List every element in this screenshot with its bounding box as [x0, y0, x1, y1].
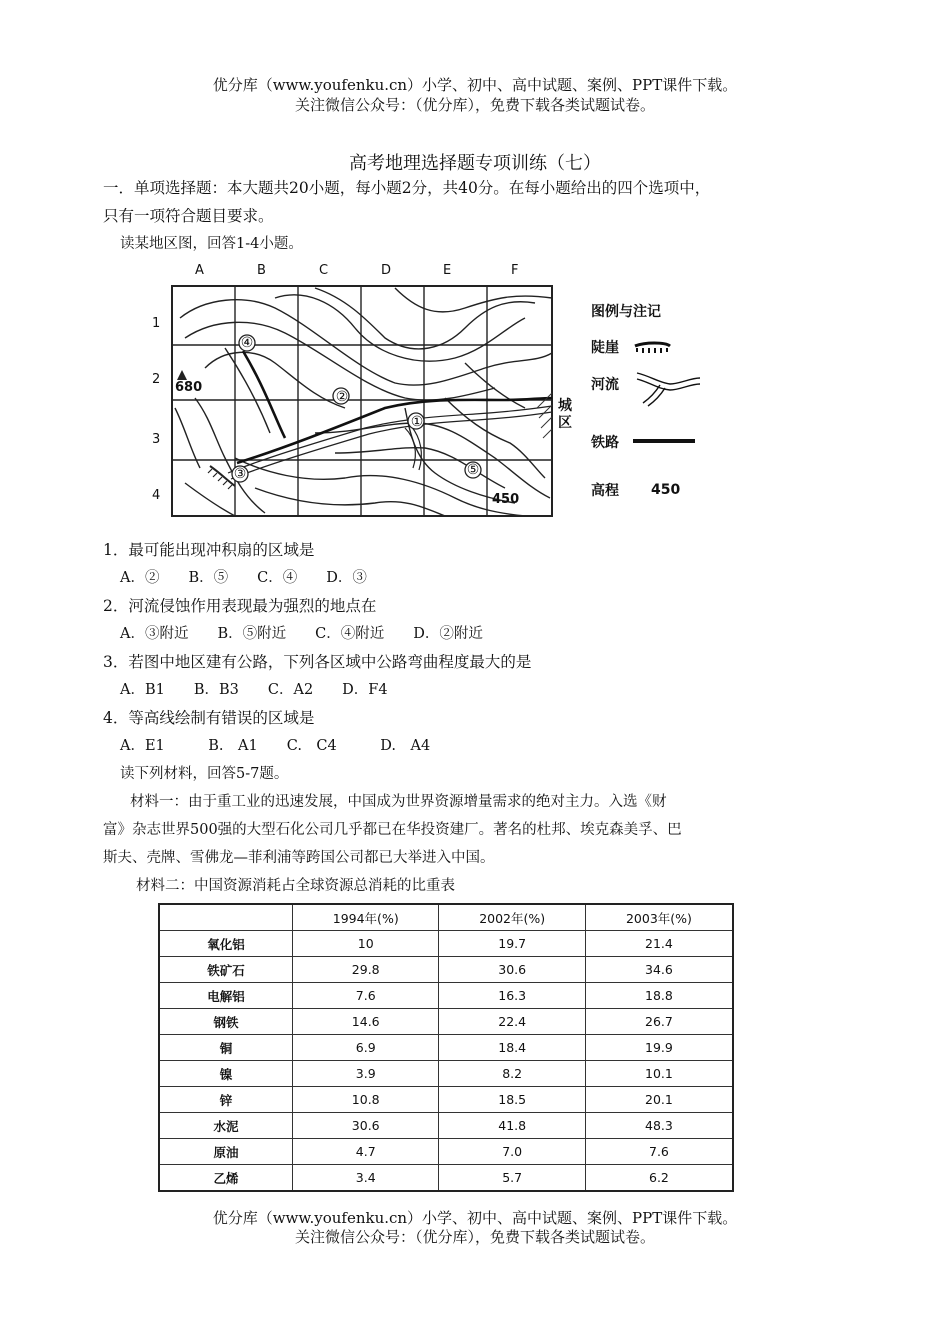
map-col-label: A — [195, 263, 204, 278]
table-row — [159, 983, 733, 1009]
legend-river-label: 河流 — [591, 377, 619, 393]
map-col-label: D — [381, 263, 392, 278]
table-cell: 铜 — [159, 1035, 293, 1061]
legend-railway-label: 铁路 — [591, 435, 619, 451]
table-cell: 锌 — [159, 1087, 293, 1113]
table-cell: 19.7 — [439, 931, 585, 957]
material-1-line-2: 富》杂志世界500强的大型石化公司几乎都已在华投资建厂。著名的杜邦、埃克森美孚、巴 — [103, 822, 682, 838]
header-line-1: 优分库（www.youfenku.cn）小学、初中、高中试题、案例、PPT课件下载。 — [212, 76, 738, 94]
table-cell: 10.1 — [585, 1061, 733, 1087]
table-cell: 3.9 — [293, 1061, 439, 1087]
read-material-instruction: 读下列材料，回答5-7题。 — [120, 766, 289, 782]
legend-cliff-label: 陡崖 — [591, 340, 619, 356]
table-cell: 30.6 — [293, 1113, 439, 1139]
table-cell: 6.9 — [293, 1035, 439, 1061]
material-2-caption: 材料二：中国资源消耗占全球资源总消耗的比重表 — [136, 878, 455, 894]
table-row — [159, 1009, 733, 1035]
elevation-label-680: 680 — [175, 380, 203, 395]
table-cell: 30.6 — [439, 957, 585, 983]
question-3-stem: 3．若图中地区建有公路，下列各区域中公路弯曲程度最大的是 — [103, 653, 532, 671]
elevation-peak-icon — [177, 370, 187, 380]
table-cell: 水泥 — [159, 1113, 293, 1139]
table-cell: 20.1 — [585, 1087, 733, 1113]
table-cell: 41.8 — [439, 1113, 585, 1139]
elevation-label-450: 450 — [492, 492, 520, 507]
legend-cliff-symbol — [635, 343, 670, 353]
map-col-label: B — [257, 263, 266, 278]
table-header-cell — [159, 904, 293, 931]
table-cell: 10 — [293, 931, 439, 957]
table-cell: 10.8 — [293, 1087, 439, 1113]
table-row — [159, 1061, 733, 1087]
question-4-stem: 4．等高线绘制有错误的区域是 — [103, 709, 315, 727]
table-row — [159, 957, 733, 983]
material-1-line-3: 斯夫、壳牌、雪佛龙—菲利浦等跨国公司都已大举进入中国。 — [103, 850, 495, 866]
table-cell: 4.7 — [293, 1139, 439, 1165]
table-row — [159, 1139, 733, 1165]
table-cell: 6.2 — [585, 1165, 733, 1192]
footer-line-2: 关注微信公众号：（优分库），免费下载各类试题试卷。 — [294, 1228, 655, 1246]
question-3-options: A．B1 B．B3 C．A2 D．F4 — [120, 682, 388, 698]
table-cell: 18.8 — [585, 983, 733, 1009]
table-row — [159, 1087, 733, 1113]
table-row — [159, 1165, 733, 1192]
table-header-cell: 2003年(%) — [585, 904, 733, 931]
table-cell: 8.2 — [439, 1061, 585, 1087]
map-row-label: 2 — [152, 372, 161, 387]
question-2-options: A．③附近 B．⑤附近 C．④附近 D．②附近 — [120, 626, 483, 642]
table-cell: 22.4 — [439, 1009, 585, 1035]
header-line-2: 关注微信公众号：（优分库），免费下载各类试题试卷。 — [294, 96, 655, 114]
table-header-cell: 2002年(%) — [439, 904, 585, 931]
table-cell: 48.3 — [585, 1113, 733, 1139]
legend-elevation-label: 高程 — [591, 483, 619, 499]
map-col-label: C — [319, 263, 329, 278]
city-label: 城区 — [558, 398, 572, 431]
legend-river-symbol — [637, 373, 700, 406]
map-col-label: F — [511, 263, 519, 278]
table-cell: 3.4 — [293, 1165, 439, 1192]
table-cell: 34.6 — [585, 957, 733, 983]
table-cell: 21.4 — [585, 931, 733, 957]
page-title: 高考地理选择题专项训练（七） — [349, 153, 601, 174]
material-1-line-1: 材料一：由于重工业的迅速发展，中国成为世界资源增量需求的绝对主力。入选《财 — [130, 794, 667, 810]
table-cell: 钢铁 — [159, 1009, 293, 1035]
map-row-label: 4 — [152, 488, 161, 503]
point-label-3: ③ — [233, 466, 247, 482]
table-cell: 7.6 — [293, 983, 439, 1009]
map-row-label: 1 — [152, 316, 161, 331]
table-cell: 26.7 — [585, 1009, 733, 1035]
table-header-row — [159, 904, 733, 931]
table-row — [159, 1035, 733, 1061]
table-cell: 16.3 — [439, 983, 585, 1009]
table-row — [159, 1113, 733, 1139]
map-col-label: E — [443, 263, 452, 278]
table-cell: 镍 — [159, 1061, 293, 1087]
question-2-stem: 2．河流侵蚀作用表现最为强烈的地点在 — [103, 597, 377, 615]
table-row — [159, 931, 733, 957]
table-cell: 7.6 — [585, 1139, 733, 1165]
table-cell: 29.8 — [293, 957, 439, 983]
legend-elevation-value: 450 — [651, 482, 681, 498]
table-cell: 7.0 — [439, 1139, 585, 1165]
topographic-map — [165, 258, 725, 528]
resource-consumption-table — [158, 903, 734, 1192]
table-cell: 原油 — [159, 1139, 293, 1165]
map-row-label: 3 — [152, 432, 161, 447]
point-label-1: ① — [410, 414, 424, 430]
table-cell: 铁矿石 — [159, 957, 293, 983]
point-label-2: ② — [335, 389, 349, 405]
table-cell: 19.9 — [585, 1035, 733, 1061]
table-cell: 氧化铝 — [159, 931, 293, 957]
legend-title: 图例与注记 — [591, 304, 661, 320]
table-header-cell: 1994年(%) — [293, 904, 439, 931]
table-cell: 乙烯 — [159, 1165, 293, 1192]
table-cell: 18.5 — [439, 1087, 585, 1113]
table-cell: 5.7 — [439, 1165, 585, 1192]
question-1-stem: 1．最可能出现冲积扇的区域是 — [103, 541, 315, 559]
question-4-options: A．E1 B. A1 C. C4 D. A4 — [120, 738, 431, 754]
footer-line-1: 优分库（www.youfenku.cn）小学、初中、高中试题、案例、PPT课件下载。 — [212, 1209, 738, 1227]
point-label-5: ⑤ — [466, 462, 480, 478]
question-1-options: A．② B．⑤ C．④ D．③ — [120, 570, 367, 586]
intro-line-1: 一．单项选择题：本大题共20小题，每小题2分，共40分。在每小题给出的四个选项中， — [103, 179, 711, 197]
read-map-instruction: 读某地区图，回答1-4小题。 — [120, 236, 303, 252]
point-label-4: ④ — [240, 335, 254, 351]
table-cell: 18.4 — [439, 1035, 585, 1061]
table-cell: 14.6 — [293, 1009, 439, 1035]
table-cell: 电解铝 — [159, 983, 293, 1009]
intro-line-2: 只有一项符合题目要求。 — [103, 207, 274, 225]
